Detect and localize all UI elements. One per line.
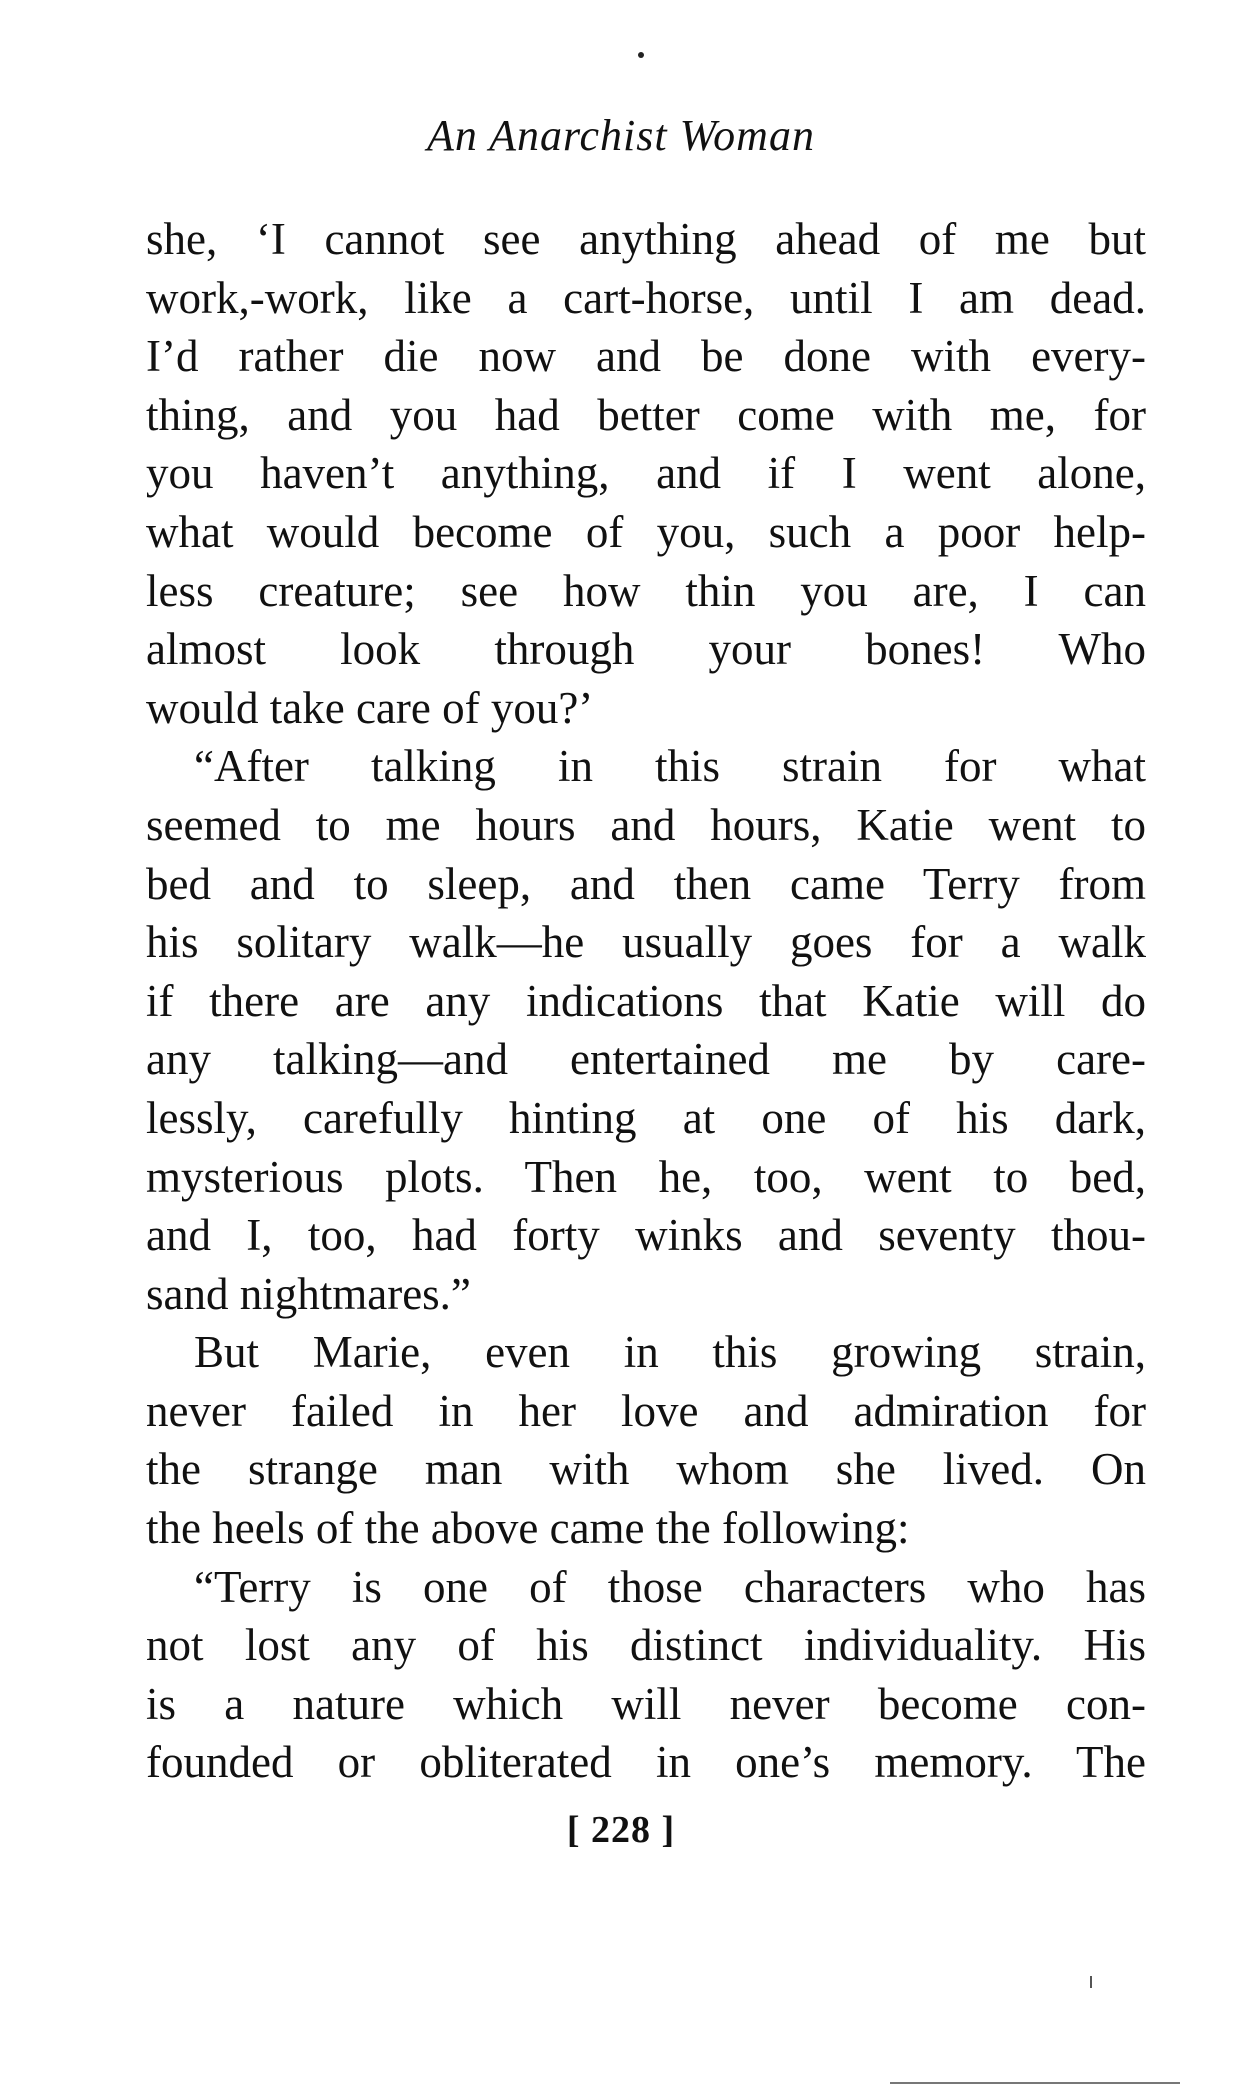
text-line: almost look through your bones! Who (146, 624, 1146, 675)
text-line: mysterious plots. Then he, too, went to bed, (146, 1151, 1146, 1202)
text-line: sand nightmares.” (146, 1268, 471, 1319)
running-head: An Anarchist Woman (427, 111, 815, 160)
text-line: would take care of you?’ (146, 682, 594, 733)
bottom-rule (890, 2082, 1180, 2084)
text-line: and I, too, had forty winks and seventy thou- (146, 1210, 1146, 1261)
body-text (146, 210, 1146, 1792)
text-line: “Terry is one of those characters who has (194, 1561, 1146, 1612)
text-line: work,-work, like a cart-horse, until I am dead. (146, 272, 1146, 323)
text-line: less creature; see how thin you are, I can (146, 565, 1146, 616)
text-line: if there are any indications that Katie will do (146, 975, 1146, 1026)
text-line: she, ‘I cannot see anything ahead of me but (146, 214, 1146, 264)
text-line: his solitary walk—he usually goes for a walk (146, 917, 1146, 968)
text-line: “After talking in this strain for what (194, 741, 1146, 792)
text-line: never failed in her love and admiration for (146, 1385, 1146, 1436)
page-number: [ 228 ] (566, 1809, 676, 1851)
print-dot-mark (638, 52, 644, 58)
text-line: the heels of the above came the following: (146, 1503, 910, 1554)
text-line: any talking—and entertained me by care- (146, 1034, 1146, 1085)
text-line: I’d rather die now and be done with every- (146, 331, 1146, 382)
text-line: seemed to me hours and hours, Katie went to (146, 799, 1146, 850)
text-line: not lost any of his distinct individuality. His (146, 1620, 1146, 1671)
text-line: the strange man with whom she lived. On (146, 1444, 1146, 1495)
text-line: you haven’t anything, and if I went alone, (146, 448, 1146, 499)
text-line: thing, and you had better come with me, for (146, 389, 1146, 440)
text-line: lessly, carefully hinting at one of his dark, (146, 1092, 1146, 1143)
print-speck (1090, 1976, 1092, 1988)
text-line: what would become of you, such a poor help- (146, 506, 1146, 557)
text-line: is a nature which will never become con- (146, 1678, 1146, 1729)
text-line: But Marie, even in this growing strain, (194, 1327, 1146, 1378)
text-line: bed and to sleep, and then came Terry from (146, 858, 1146, 909)
text-line: founded or obliterated in one’s memory. The (146, 1737, 1146, 1788)
